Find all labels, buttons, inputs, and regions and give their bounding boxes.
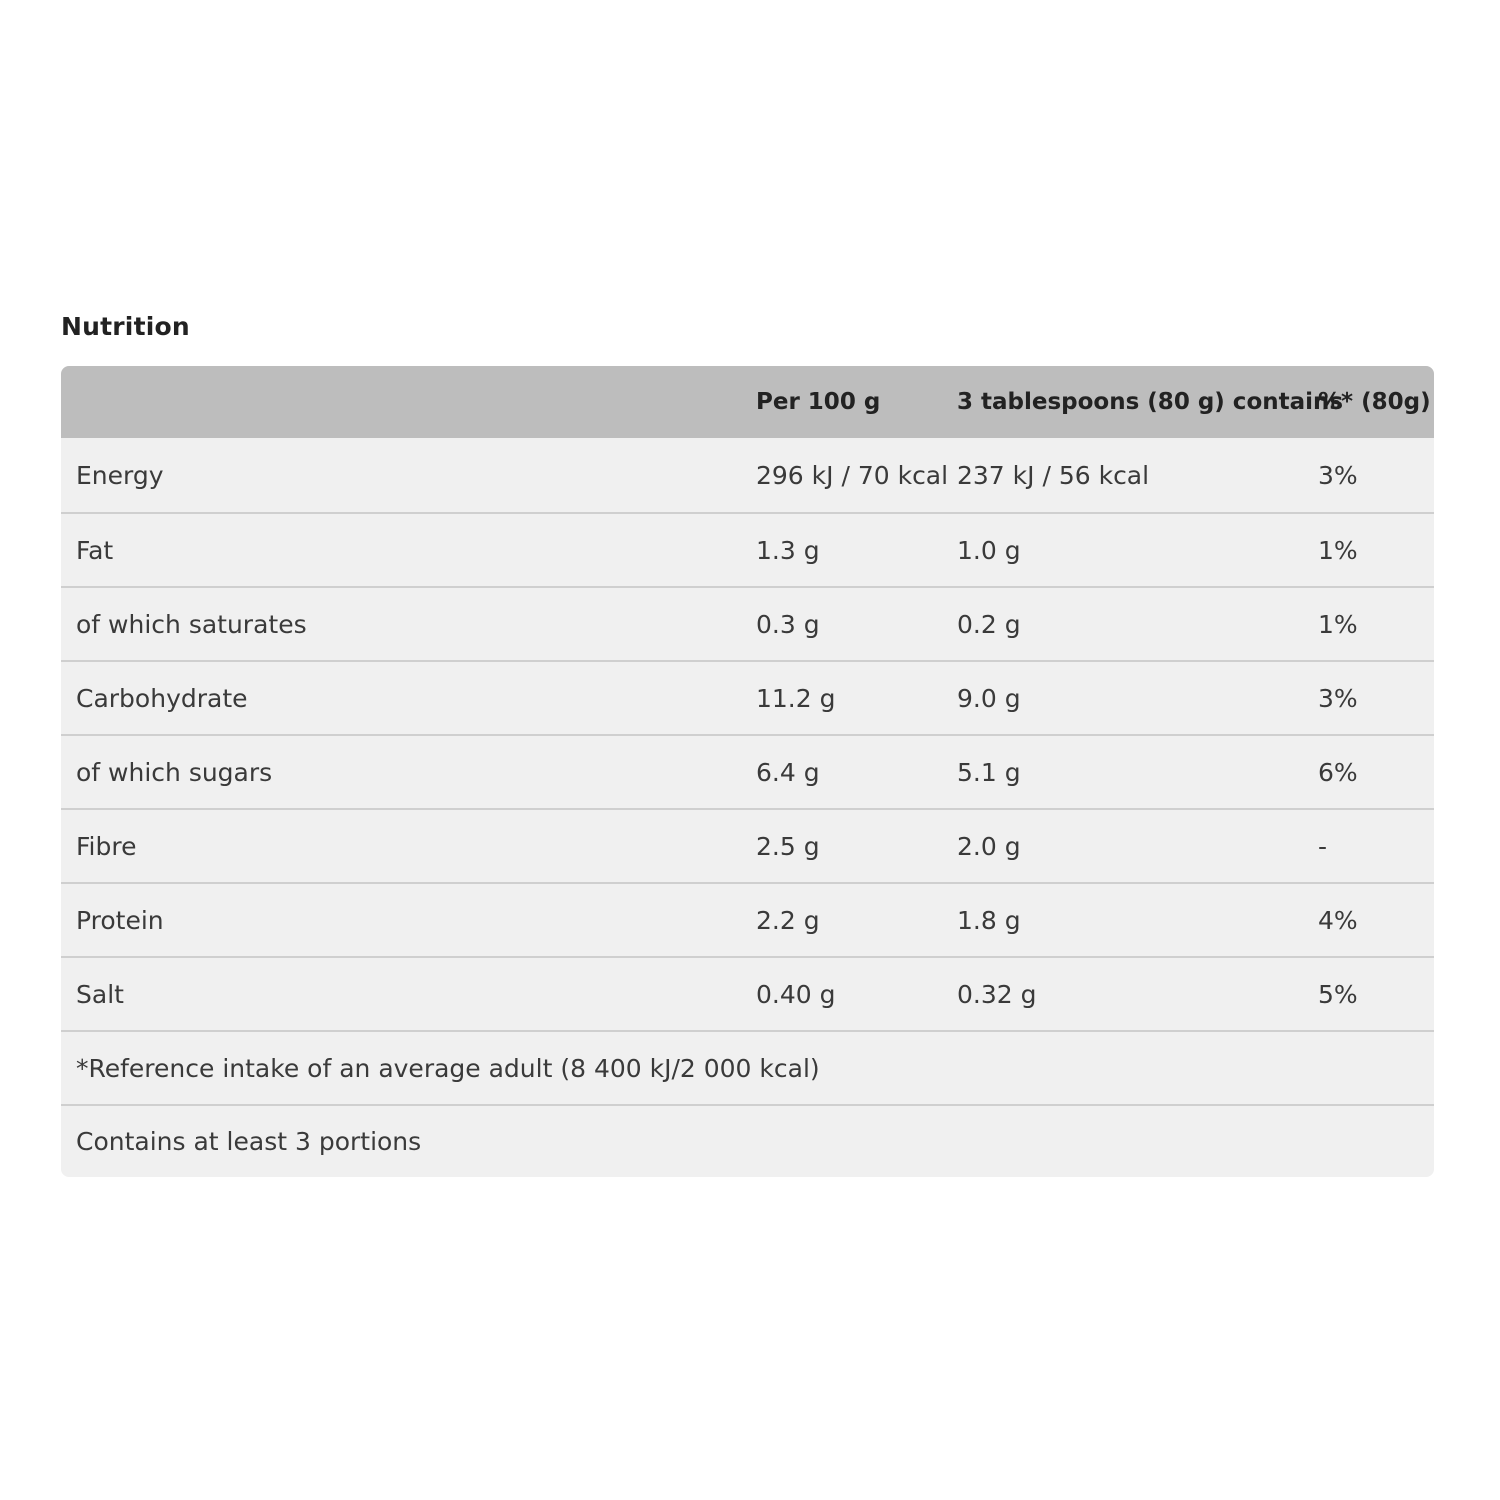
per-100g-value: 296 kJ / 70 kcal xyxy=(756,460,949,490)
reference-intake-footnote: *Reference intake of an average adult (8 400 kJ/2 000 kcal) xyxy=(76,1053,820,1083)
reference-intake-value: 4% xyxy=(1318,905,1358,935)
table-row xyxy=(61,808,1434,882)
reference-intake-value: 1% xyxy=(1318,535,1358,565)
portions-footnote: Contains at least 3 portions xyxy=(76,1127,422,1156)
table-row xyxy=(61,586,1434,660)
reference-intake-value: 3% xyxy=(1318,683,1358,713)
per-100g-value: 2.2 g xyxy=(756,905,820,935)
reference-intake-value: 3% xyxy=(1318,460,1358,490)
nutrition-table xyxy=(61,366,1434,1177)
nutrient-name: Protein xyxy=(76,905,164,935)
per-100g-value: 6.4 g xyxy=(756,757,820,787)
per-portion-value: 0.2 g xyxy=(957,609,1021,639)
table-header-row xyxy=(61,366,1434,438)
per-portion-value: 1.0 g xyxy=(957,535,1021,565)
section-title: Nutrition xyxy=(61,312,190,341)
footnote-row xyxy=(61,1104,1434,1177)
table-row xyxy=(61,438,1434,512)
table-row xyxy=(61,956,1434,1030)
header-cell-per-100g: Per 100 g xyxy=(756,389,881,415)
per-portion-value: 237 kJ / 56 kcal xyxy=(957,460,1150,490)
reference-intake-value: 1% xyxy=(1318,609,1358,639)
per-portion-value: 1.8 g xyxy=(957,905,1021,935)
footnote-row xyxy=(61,1030,1434,1104)
nutrient-name: Carbohydrate xyxy=(76,683,248,713)
table-row xyxy=(61,882,1434,956)
per-100g-value: 0.40 g xyxy=(756,979,836,1009)
per-100g-value: 11.2 g xyxy=(756,683,836,713)
nutrient-name: Fat xyxy=(76,535,114,565)
per-portion-value: 9.0 g xyxy=(957,683,1021,713)
table-row xyxy=(61,512,1434,586)
header-cell-reference-intake: %* (80g) xyxy=(1318,389,1431,415)
per-100g-value: 1.3 g xyxy=(756,535,820,565)
reference-intake-value: 6% xyxy=(1318,757,1358,787)
per-portion-value: 5.1 g xyxy=(957,757,1021,787)
per-portion-value: 2.0 g xyxy=(957,831,1021,861)
nutrient-name: Energy xyxy=(76,460,164,490)
nutrient-name: of which sugars xyxy=(76,757,273,787)
reference-intake-value: 5% xyxy=(1318,979,1358,1009)
per-100g-value: 0.3 g xyxy=(756,609,820,639)
nutrient-name: Fibre xyxy=(76,831,137,861)
nutrient-name: of which saturates xyxy=(76,609,307,639)
per-portion-value: 0.32 g xyxy=(957,979,1037,1009)
reference-intake-value: - xyxy=(1318,831,1328,861)
table-row xyxy=(61,734,1434,808)
per-100g-value: 2.5 g xyxy=(756,831,820,861)
nutrient-name: Salt xyxy=(76,979,124,1009)
header-cell-per-portion: 3 tablespoons (80 g) contains xyxy=(957,389,1344,415)
table-row xyxy=(61,660,1434,734)
